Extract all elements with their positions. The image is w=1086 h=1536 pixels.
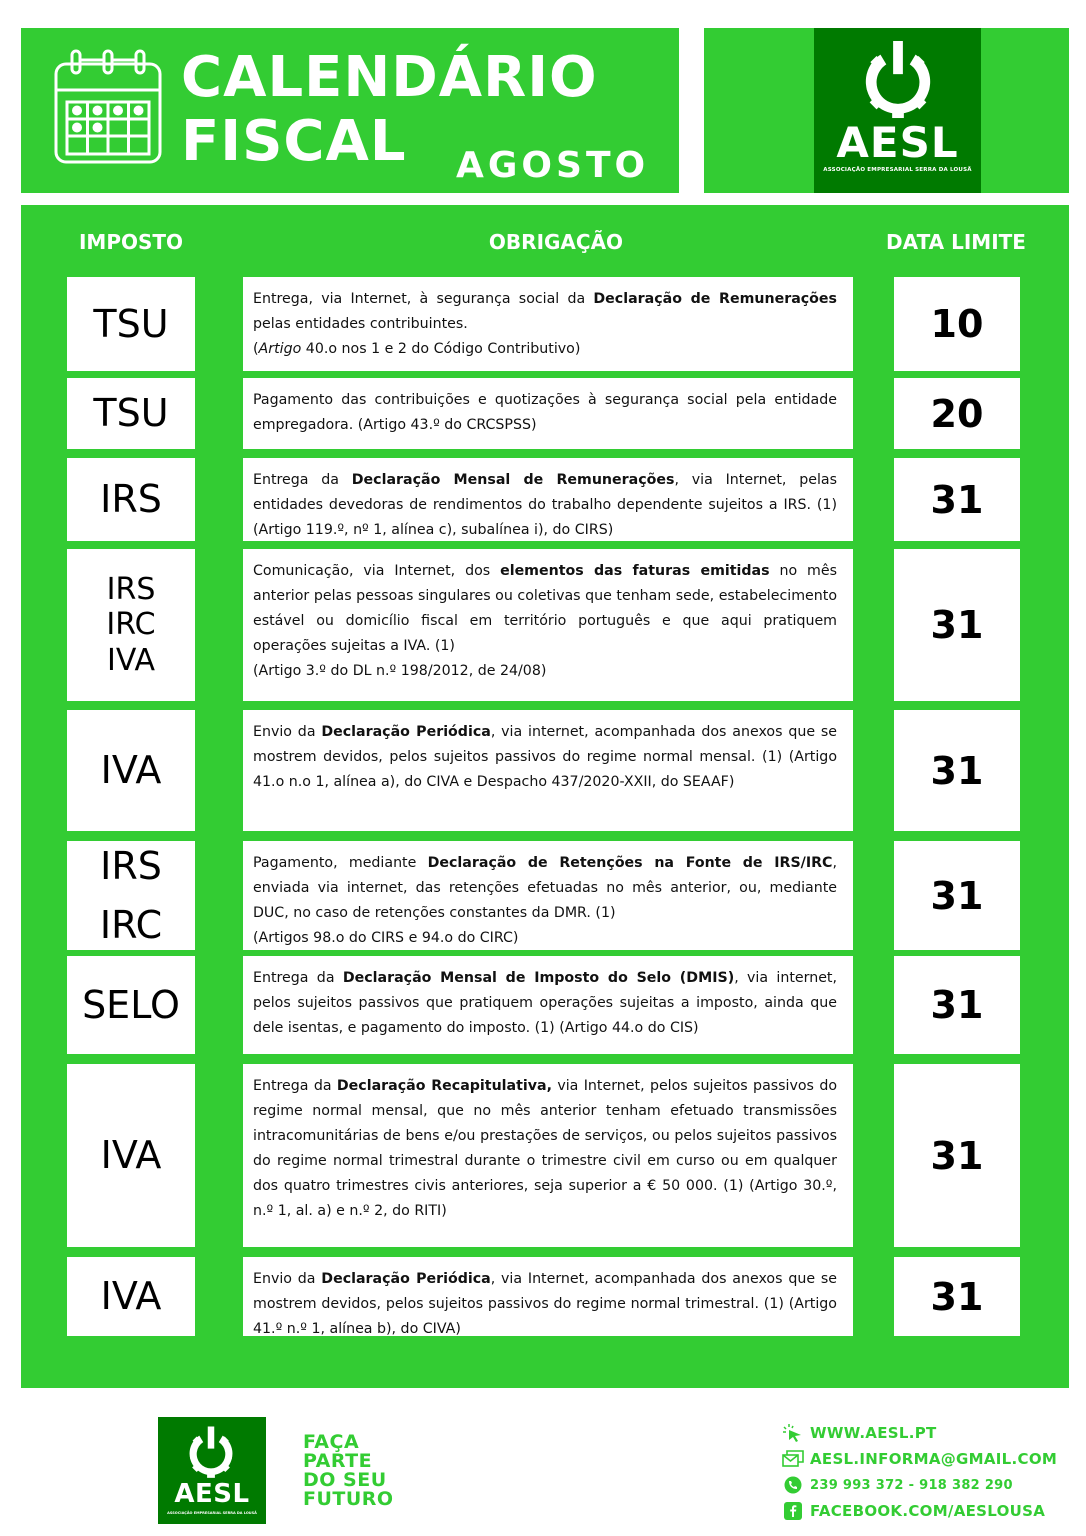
- facebook-icon: [782, 1502, 804, 1520]
- deadline-cell: [894, 458, 1020, 541]
- tax-name: SELO: [82, 982, 180, 1027]
- month-label: AGOSTO: [456, 145, 650, 186]
- column-header-obligation: OBRIGAÇÃO: [488, 230, 624, 254]
- column-header-deadline: DATA LIMITE: [886, 230, 1026, 254]
- slogan-line: PARTE: [303, 1450, 373, 1472]
- obligation-cell: [243, 549, 853, 701]
- obligation-cell: [243, 378, 853, 449]
- footer-logo-name: AESL: [174, 1479, 250, 1509]
- obligation-highlight: Declaração Mensal de Remunerações: [351, 472, 675, 488]
- obligation-text: Comunicação, via Internet, dos: [253, 563, 501, 579]
- slogan-line: FUTURO: [303, 1488, 394, 1510]
- obligation-text: Entrega da: [253, 970, 343, 986]
- deadline-day: 10: [930, 302, 984, 346]
- tax-name: IVA: [100, 748, 162, 793]
- obligation-text: Entrega da: [253, 1078, 337, 1094]
- footer-aesl-logo: [158, 1417, 266, 1524]
- tax-cell: [67, 956, 195, 1054]
- power-gear-icon: [859, 40, 937, 120]
- deadline-day: 31: [930, 477, 984, 522]
- tax-cell: [67, 841, 195, 950]
- obligation-text: Artigo: [258, 341, 302, 357]
- obligation-text: , via internet, acompanhada dos anexos que se mostrem devidos, pelos sujeitos passivos do regime normal mensal. (1) (Artigo 41.o n.o 1, alínea a), do CIVA e Despacho 437/2020-XXII, do SEAAF): [253, 724, 838, 790]
- tax-name: IRC: [99, 902, 163, 947]
- obligation-text: (: [253, 341, 259, 357]
- envelope-icon: [782, 1450, 804, 1468]
- logo-subtitle: ASSOCIAÇÃO EMPRESARIAL SERRA DA LOUSÃ: [823, 167, 972, 173]
- cursor-click-icon: [782, 1424, 804, 1442]
- tax-cell: [67, 1064, 195, 1247]
- obligation-highlight: Declaração Periódica: [321, 1271, 491, 1287]
- obligation-text: via Internet, pelos sujeitos passivos do regime normal mensal, que no mês anterior tenham efetuado transmissões intracomunitárias de bens e/ou prestações de serviços, ou pelos sujeitos passivos do regime normal trimestral durante o trimestre civil em curso ou em qualquer dos quatro trimestres civis anteriores, seja superior a € 50 000. (1) (Artigo 30.º, n.º 1, al. a) e n.º 2, do RITI): [253, 1078, 838, 1219]
- slogan-line: DO SEU: [303, 1469, 387, 1491]
- obligation-highlight: Declaração Mensal de Imposto do Selo (DMIS): [342, 970, 735, 986]
- deadline-cell: [894, 277, 1020, 371]
- obligation-highlight: elementos das faturas emitidas: [500, 563, 770, 579]
- deadline-day: 31: [930, 873, 984, 918]
- obligation-text: , via internet, pelos sujeitos passivos que pratiquem operações sujeitas a imposto, ainda que dele isentas, e pagamento do imposto. (1) (Artigo 44.o do CIS): [253, 970, 838, 1036]
- header-logo-banner: [704, 28, 1069, 193]
- obligation-cell: [243, 841, 853, 950]
- obligation-text: Pagamento das contribuições e quotizações à segurança social pela entidade empregadora. (Artigo 43.º do CRCSPSS): [253, 392, 837, 433]
- obligation-cell: [243, 710, 853, 831]
- obligation-cell: [243, 1257, 853, 1336]
- obligation-text: (Artigo 3.º do DL n.º 198/2012, de 24/08): [253, 663, 547, 679]
- obligation-text: 40.o nos 1 e 2 do Código Contributivo): [301, 341, 581, 357]
- title-fiscal: FISCAL: [181, 109, 407, 174]
- obligation-text: Envio da: [253, 1271, 322, 1287]
- email-text: AESL.INFORMA@GMAIL.COM: [810, 1450, 1058, 1468]
- deadline-cell: [894, 1257, 1020, 1336]
- tax-name: IVA: [100, 1133, 162, 1178]
- column-header-tax: IMPOSTO: [78, 230, 184, 254]
- tax-name: IRC: [106, 607, 156, 643]
- obligation-cell: [243, 277, 853, 371]
- tax-name: IRS: [100, 843, 162, 888]
- tax-name: TSU: [93, 301, 169, 346]
- deadline-cell: [894, 710, 1020, 831]
- tax-cell: [67, 378, 195, 449]
- tax-name: IVA: [100, 1274, 162, 1319]
- obligation-highlight: Declaração Recapitulativa,: [336, 1078, 552, 1094]
- obligation-text: , via Internet, pelas entidades devedoras de rendimentos do trabalho dependente sujeitos a IRS. (1) (Artigo 119.º, nº 1, alínea c), subalínea i), do CIRS): [253, 472, 837, 538]
- tax-name: IVA: [107, 642, 155, 678]
- obligation-cell: [243, 458, 853, 541]
- slogan: [303, 1433, 394, 1509]
- obligation-highlight: Declaração de Remunerações: [593, 291, 837, 307]
- obligation-highlight: Declaração Periódica: [321, 724, 491, 740]
- obligation-cell: [243, 1064, 853, 1247]
- obligation-text: Entrega, via Internet, à segurança social da: [253, 291, 594, 307]
- obligation-text: Pagamento, mediante: [253, 855, 428, 871]
- website-link[interactable]: [782, 1420, 1057, 1446]
- obligation-text: Entrega da: [253, 472, 352, 488]
- obligation-text: , via Internet, acompanhada dos anexos que se mostrem devidos, pelos sujeitos passivos do regime normal trimestral. (1) (Artigo 41.º n.º 1, alínea b), do CIVA): [253, 1271, 837, 1337]
- facebook-link[interactable]: [782, 1498, 1057, 1524]
- facebook-text: FACEBOOK.COM/AESLOUSA: [810, 1502, 1046, 1520]
- deadline-cell: [894, 956, 1020, 1054]
- obligation-cell: [243, 956, 853, 1054]
- deadline-day: 31: [930, 1133, 984, 1178]
- power-gear-icon: [185, 1425, 237, 1480]
- email-link[interactable]: [782, 1446, 1057, 1472]
- deadline-day: 31: [930, 603, 984, 647]
- obligation-text: pelas entidades contribuintes.: [253, 316, 468, 332]
- website-text: WWW.AESL.PT: [810, 1424, 937, 1442]
- tax-name: TSU: [93, 391, 169, 436]
- title-calendario: CALENDÁRIO: [181, 45, 598, 110]
- phone-link[interactable]: [782, 1472, 1057, 1498]
- tax-cell: [67, 549, 195, 701]
- calendar-icon: [53, 46, 163, 166]
- logo-name: AESL: [836, 118, 959, 167]
- contact-list: [782, 1420, 1057, 1524]
- deadline-cell: [894, 841, 1020, 950]
- tax-cell: [67, 710, 195, 831]
- deadline-cell: [894, 1064, 1020, 1247]
- tax-cell: [67, 1257, 195, 1336]
- deadline-day: 20: [930, 391, 984, 436]
- tax-cell: [67, 277, 195, 371]
- fiscal-calendar-table: [21, 205, 1069, 1388]
- deadline-day: 31: [930, 748, 984, 793]
- deadline-cell: [894, 378, 1020, 449]
- footer-logo-subtitle: ASSOCIAÇÃO EMPRESARIAL SERRA DA LOUSÃ: [167, 1511, 257, 1515]
- tax-name: IRS: [106, 571, 156, 607]
- tax-cell: [67, 458, 195, 541]
- obligation-text: Envio da: [253, 724, 322, 740]
- deadline-cell: [894, 549, 1020, 701]
- slogan-line: FAÇA: [303, 1431, 360, 1453]
- phone-icon: [782, 1476, 804, 1494]
- phone-text: 239 993 372 - 918 382 290: [810, 1477, 1013, 1493]
- deadline-day: 31: [930, 1274, 984, 1319]
- tax-name: IRS: [100, 477, 162, 522]
- aesl-logo: [814, 28, 981, 193]
- deadline-day: 31: [930, 983, 984, 1027]
- obligation-highlight: Declaração de Retenções na Fonte de IRS/IRC: [427, 855, 833, 871]
- obligation-text: (Artigos 98.o do CIRS e 94.o do CIRC): [253, 930, 519, 946]
- obligation-text: no mês anterior pelas pessoas singulares ou coletivas que tenham sede, estabelecimento estável ou domicílio fiscal em território português e que aqui pratiquem operações sujeitas a IVA. (1): [253, 563, 837, 654]
- obligation-text: , enviada via internet, das retenções efetuadas no mês anterior, ou, mediante DUC, no caso de retenções constantes da DMR. (1): [253, 855, 837, 921]
- header-title-banner: [21, 28, 679, 193]
